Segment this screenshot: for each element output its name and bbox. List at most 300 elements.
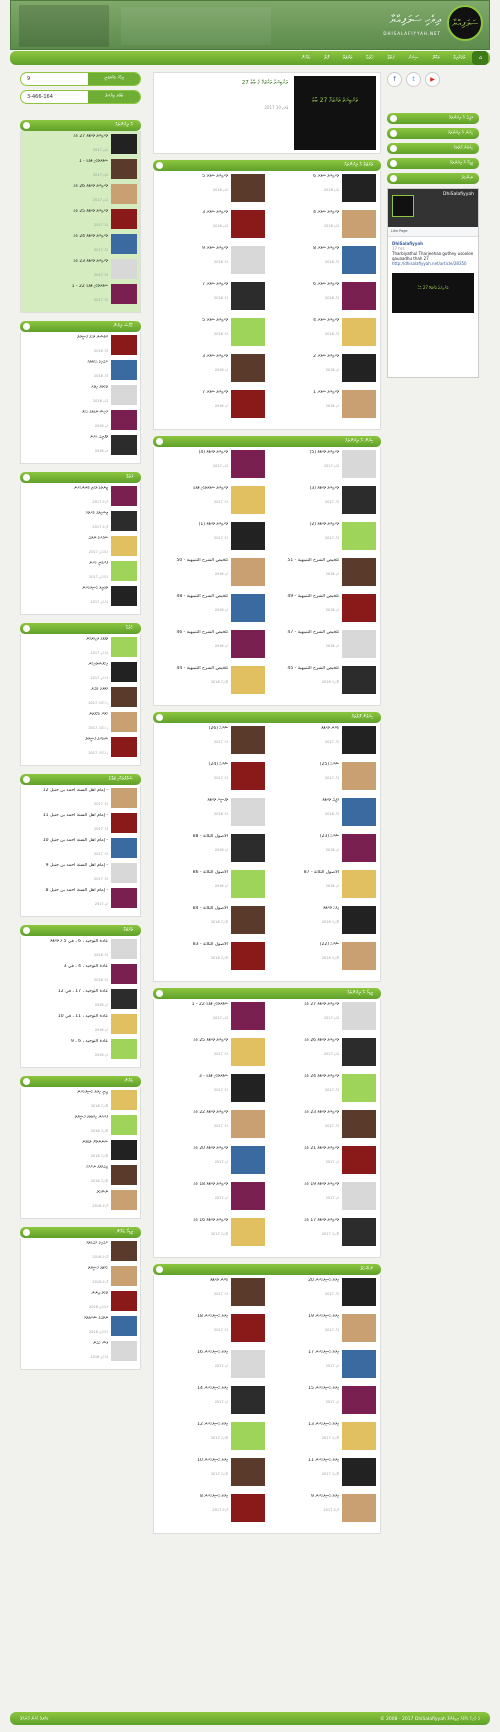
grid-item-title[interactable]: ޢިލްމު ޙާސިލުކުރުން 10 <box>197 1458 228 1463</box>
grid-item-title[interactable]: ޝަރަޙަ (22) <box>319 942 339 947</box>
thumbnail-image[interactable] <box>231 1146 265 1174</box>
thumbnail-image[interactable] <box>231 630 265 658</box>
featured-image[interactable]: ތަރުބިޔަތު ތަރުޖަމާ 27 ބާބު <box>294 76 376 150</box>
thumbnail-image[interactable] <box>231 450 265 478</box>
grid-item[interactable] <box>267 906 378 936</box>
list-item[interactable] <box>24 536 137 558</box>
grid-item-title[interactable]: ޢިލްމު ޙާސިލުކުރުން 19 <box>308 1314 339 1319</box>
grid-item[interactable] <box>267 558 378 588</box>
grid-item-title[interactable]: الأصول الثلاثة - 83 <box>192 942 228 947</box>
grid-item-title[interactable]: تلخيص الشرح التنبيهية - 49 <box>287 594 339 599</box>
thumbnail-image[interactable] <box>231 486 265 514</box>
thumbnail-image[interactable] <box>342 1218 376 1246</box>
grid-item-title[interactable]: ތަރުބިޔަތު ތަރުޖަމާ 27 ބާބު <box>304 1002 339 1007</box>
list-item[interactable] <box>24 964 137 986</box>
list-item-title[interactable]: އިޚްލާޞްތެރިކަން <box>88 662 108 667</box>
grid-item[interactable] <box>156 630 267 660</box>
grid-item-title[interactable]: ޢިލްމު ޙާސިލުކުރުން 18 <box>197 1314 228 1319</box>
widget-title[interactable] <box>20 1227 141 1238</box>
facebook-page-name[interactable]: DhiSalafiyyah <box>443 192 474 197</box>
thumbnail-image[interactable] <box>111 385 137 405</box>
list-item[interactable] <box>24 1165 137 1187</box>
nav-item-7[interactable]: ބަޔާން <box>301 55 311 61</box>
thumbnail-image[interactable] <box>111 989 137 1009</box>
thumbnail-image[interactable] <box>342 318 376 346</box>
thumbnail-image[interactable] <box>342 1278 376 1306</box>
grid-item[interactable] <box>156 1314 267 1344</box>
thumbnail-image[interactable] <box>342 870 376 898</box>
grid-item[interactable] <box>156 1350 267 1380</box>
grid-item-title[interactable]: ތަރުބިޔަތު ތަރުޖަމާ 26 ބާބު <box>304 1038 339 1043</box>
thumbnail-image[interactable] <box>111 939 137 959</box>
grid-item[interactable] <box>156 558 267 588</box>
grid-item-title[interactable]: تلخيص الشرح التنبيهية - 44 <box>176 666 228 671</box>
list-item[interactable] <box>24 134 137 156</box>
thumbnail-image[interactable] <box>231 1278 265 1306</box>
grid-item-title[interactable]: تلخيص الشرح التنبيهية - 51 <box>287 558 339 563</box>
grid-item-title[interactable]: ޢިލްމު ޙާސިލުކުރުން 8 <box>199 1494 228 1499</box>
grid-item-title[interactable]: ތަރުބިޔަތު ސުވާލުތަކާއި ޖަވާބު <box>193 486 228 491</box>
thumbnail-image[interactable] <box>111 687 137 707</box>
thumbnail-image[interactable] <box>342 762 376 790</box>
thumbnail-image[interactable] <box>342 906 376 934</box>
list-item[interactable] <box>24 1341 137 1363</box>
thumbnail-image[interactable] <box>111 1090 137 1110</box>
thumbnail-image[interactable] <box>111 435 137 455</box>
grid-item-title[interactable]: ތަރުބިޔަތު ތަރުޖަމާ 19 ބާބު <box>304 1182 339 1187</box>
grid-item-title[interactable]: الأصول الثلاثة - 88 <box>192 834 228 839</box>
section-title[interactable] <box>153 988 381 999</box>
thumbnail-image[interactable] <box>231 282 265 310</box>
grid-item[interactable] <box>156 1110 267 1140</box>
grid-item-title[interactable]: ޢިލްމު ޙާސިލުކުރުން 20 <box>308 1278 339 1283</box>
grid-item[interactable] <box>267 1218 378 1248</box>
list-item-title[interactable]: عادة التوحيد ، 17 ، في 12 <box>57 989 108 994</box>
grid-item-title[interactable]: ތަރުބިޔަތު ތަރުޖަމާ 23 ބާބު <box>304 1110 339 1115</box>
thumbnail-image[interactable] <box>111 284 137 304</box>
grid-item-title[interactable]: ތަރުބިޔަތު ސުވާލު 9 <box>202 246 228 251</box>
grid-item-title[interactable]: ބަޔާން ތަރުޖަމާ <box>210 1278 228 1283</box>
thumbnail-image[interactable] <box>342 666 376 694</box>
list-item-title[interactable]: عادة التوحيد ، 6 ، 9 <box>70 1039 108 1044</box>
thumbnail-image[interactable] <box>342 246 376 274</box>
grid-item[interactable] <box>267 1278 378 1308</box>
grid-item-title[interactable]: ޢިލްމު ޙާސިލުކުރުން 16 <box>197 1350 228 1355</box>
grid-item[interactable] <box>267 1182 378 1212</box>
grid-item-title[interactable]: ތަރުބިޔަތު ތަރުޖަމާ 25 ބާބު <box>193 1038 228 1043</box>
thumbnail-image[interactable] <box>342 594 376 622</box>
thumbnail-image[interactable] <box>342 210 376 238</box>
list-item-title[interactable]: ނަމާދުގެ ޝަރުޠުތައް <box>83 1316 108 1321</box>
list-item-title[interactable]: އަރިސޭ ނެގުމުގެ ޙުކުމް <box>82 410 108 415</box>
list-item[interactable] <box>24 1014 137 1036</box>
thumbnail-image[interactable] <box>231 726 265 754</box>
thumbnail-image[interactable] <box>231 1494 265 1522</box>
grid-item[interactable] <box>156 1278 267 1308</box>
grid-item-title[interactable]: ތަރުބިޔަތު ސުވާލު 2 <box>313 354 339 359</box>
thumbnail-image[interactable] <box>342 1146 376 1174</box>
widget-title[interactable] <box>20 774 141 785</box>
grid-item[interactable] <box>156 390 267 420</box>
thumbnail-image[interactable] <box>111 259 137 279</box>
thumbnail-image[interactable] <box>342 1182 376 1210</box>
list-item[interactable] <box>24 385 137 407</box>
list-item-title[interactable]: ޤުރުއާން ކިޔެވުމުގެ ފަޟީލަތް <box>74 1115 108 1120</box>
list-item[interactable] <box>24 284 137 306</box>
list-item[interactable] <box>24 863 137 885</box>
grid-item[interactable] <box>267 1110 378 1140</box>
right-button-1[interactable] <box>387 128 479 139</box>
thumbnail-image[interactable] <box>111 511 137 531</box>
list-item-title[interactable]: ސުންނަތަށް ތަބާވުން <box>81 1140 108 1145</box>
widget-title[interactable] <box>20 321 141 332</box>
grid-item-title[interactable]: ޢިލްމު ޙާސިލުކުރުން 14 <box>197 1386 228 1391</box>
grid-item[interactable] <box>156 1074 267 1104</box>
thumbnail-image[interactable] <box>231 522 265 550</box>
grid-item-title[interactable]: ޝަރަޙަ (26) <box>208 726 228 731</box>
nav-item-2[interactable]: ސިޔަރު <box>408 55 419 61</box>
list-item[interactable] <box>24 184 137 206</box>
grid-item[interactable] <box>156 246 267 276</box>
section-title[interactable] <box>153 1264 381 1275</box>
list-item-title[interactable]: ކަމާޔާ ބެހޭގޮތުން <box>88 712 108 717</box>
thumbnail-image[interactable] <box>342 282 376 310</box>
grid-item[interactable] <box>156 1458 267 1488</box>
grid-item-title[interactable]: الأصول الثلاثة - 86 <box>192 870 228 875</box>
thumbnail-image[interactable] <box>342 390 376 418</box>
nav-item-1[interactable]: މަކާލާ <box>432 55 440 61</box>
grid-item[interactable] <box>267 486 378 516</box>
thumbnail-image[interactable] <box>231 318 265 346</box>
grid-item[interactable] <box>156 942 267 972</box>
list-item-title[interactable]: ސަފަރުގެ ނަމާދު <box>88 536 108 541</box>
thumbnail-image[interactable] <box>111 410 137 430</box>
list-item-title[interactable]: ތަރުބިޔަތު ތަރުޖަމާ 26 ބާބު <box>73 184 108 189</box>
grid-item[interactable] <box>267 666 378 696</box>
grid-item-title[interactable]: ތަރުބިޔަތު ތަރުޖަމާ 16 ބާބު <box>193 1218 228 1223</box>
thumbnail-image[interactable] <box>342 630 376 658</box>
grid-item[interactable] <box>156 1386 267 1416</box>
thumbnail-image[interactable] <box>342 834 376 862</box>
nav-home-button[interactable]: ⌂ <box>472 51 488 65</box>
grid-item-title[interactable]: الأصول الثلاثة - 84 <box>192 906 228 911</box>
thumbnail-image[interactable] <box>111 1190 137 1210</box>
list-item-title[interactable]: ޞަބުރުގެ ފަޟީލަތް <box>85 737 108 742</box>
grid-item-title[interactable]: ތަރުބިޔަތު ތަރުޖަމާ (4) <box>198 450 228 455</box>
grid-item[interactable] <box>267 798 378 828</box>
featured-title[interactable]: ތަރުބިޔަތު ތަރުޖަމާ ގެ ބާބު 27 <box>241 80 288 86</box>
widget-title[interactable] <box>20 120 141 131</box>
grid-item[interactable] <box>156 354 267 384</box>
list-item[interactable] <box>24 888 137 910</box>
grid-item-title[interactable]: ޢިލްމު ޙާސިލުކުރުން 9 <box>310 1494 339 1499</box>
grid-item-title[interactable]: ތަރުބިޔަތު ސުވާލު 6 <box>313 282 339 287</box>
grid-item-title[interactable]: تلخيص الشرح التنبيهية - 47 <box>287 630 339 635</box>
list-item[interactable] <box>24 586 137 608</box>
list-item[interactable] <box>24 1291 137 1313</box>
grid-item[interactable] <box>267 210 378 240</box>
grid-item-title[interactable]: ޝަރަޙަ (25) <box>319 762 339 767</box>
list-item-title[interactable]: ރޯދައިގެ ޙުކުމްތައް <box>87 360 108 365</box>
list-item-title[interactable]: ތަރުބިޔަތު ތަރުޖަމާ 24 ބާބު <box>73 234 108 239</box>
thumbnail-image[interactable] <box>111 1241 137 1261</box>
footer-links[interactable]: ބައްލަވާ ކުރުން ފޮނުއްވާ <box>20 1716 49 1722</box>
grid-item[interactable] <box>156 210 267 240</box>
grid-item-title[interactable]: ޢިލްމު ޙާސިލުކުރުން 12 <box>197 1422 228 1427</box>
list-item[interactable] <box>24 511 137 533</box>
thumbnail-image[interactable] <box>342 1038 376 1066</box>
list-item-title[interactable]: عادة التوحيد ، 6 ، في 5 ގެ ތަރުޖަމާ <box>50 939 108 944</box>
thumbnail-image[interactable] <box>231 1422 265 1450</box>
grid-item[interactable] <box>156 726 267 756</box>
thumbnail-image[interactable] <box>342 1422 376 1450</box>
grid-item[interactable] <box>267 834 378 864</box>
grid-item[interactable] <box>156 798 267 828</box>
list-item[interactable] <box>24 561 137 583</box>
thumbnail-image[interactable] <box>231 1386 265 1414</box>
list-item-title[interactable]: إمام أهل السنة أحمد بن حنبل 9 - <box>45 863 108 868</box>
grid-item[interactable] <box>156 522 267 552</box>
list-item[interactable] <box>24 788 137 810</box>
widget-title[interactable] <box>20 1076 141 1087</box>
grid-item[interactable] <box>156 282 267 312</box>
thumbnail-image[interactable] <box>342 1074 376 1102</box>
grid-item-title[interactable]: ޢިލްމު ޙާސިލުކުރުން 11 <box>308 1458 339 1463</box>
list-item[interactable] <box>24 410 137 432</box>
thumbnail-image[interactable] <box>111 1341 137 1361</box>
grid-item[interactable] <box>267 282 378 312</box>
thumbnail-image[interactable] <box>342 522 376 550</box>
grid-item-title[interactable]: ސުވާލުތަކާއި ޖަވާބު 22 - 1 <box>191 1002 228 1007</box>
nav-item-5[interactable]: ތަރުޖަމާ <box>342 55 353 61</box>
thumbnail-image[interactable] <box>111 1039 137 1059</box>
list-item-title[interactable]: ރޯދައިގެ އަދަބުތައް <box>86 1241 108 1246</box>
thumbnail-image[interactable] <box>231 1074 265 1102</box>
list-item-title[interactable]: ޤުރްބާނީ ކުރުން <box>89 561 108 566</box>
list-item-title[interactable]: ތަރުބިޔަތު ތަރުޖަމާ 25 ބާބު <box>73 209 108 214</box>
grid-item-title[interactable]: ތަރުބިޔަތު ތަރުޖަމާ (2) <box>309 522 339 527</box>
grid-item[interactable] <box>156 666 267 696</box>
section-title[interactable] <box>153 160 381 171</box>
grid-item-title[interactable]: ތަރުބިޔަތު ސުވާލު 8 <box>313 246 339 251</box>
thumbnail-image[interactable] <box>231 906 265 934</box>
grid-item[interactable] <box>267 246 378 276</box>
thumbnail-image[interactable] <box>111 888 137 908</box>
thumbnail-image[interactable] <box>231 1314 265 1342</box>
grid-item-title[interactable]: ތަރުބިޔަތު ތަރުޖަމާ 18 ބާބު <box>193 1182 228 1187</box>
facebook-like-button[interactable]: Like Page <box>388 227 478 237</box>
grid-item[interactable] <box>156 486 267 516</box>
grid-item[interactable] <box>156 1038 267 1068</box>
list-item[interactable] <box>24 1190 137 1212</box>
grid-item-title[interactable]: ތަރުބިޔަތު ސުވާލު 4 <box>313 318 339 323</box>
list-item-title[interactable]: عادة التوحيد ، 4 ، في 3 <box>63 964 108 969</box>
list-item[interactable] <box>24 637 137 659</box>
thumbnail-image[interactable] <box>111 134 137 154</box>
list-item-title[interactable]: ބިދުޢަތުގެ ނުރައްކާ <box>86 1165 108 1170</box>
grid-item-title[interactable]: ތަރުބިޔަތު ސުވާލު 7 <box>202 282 228 287</box>
grid-item[interactable] <box>267 1074 378 1104</box>
thumbnail-image[interactable] <box>111 536 137 556</box>
list-item[interactable] <box>24 712 137 734</box>
list-item[interactable] <box>24 1115 137 1137</box>
list-item-title[interactable]: عادة التوحيد ، 11 ، في 10 <box>57 1014 108 1019</box>
thumbnail-image[interactable] <box>342 798 376 826</box>
thumbnail-image[interactable] <box>342 942 376 970</box>
grid-item[interactable] <box>267 630 378 660</box>
grid-item[interactable] <box>267 522 378 552</box>
thumbnail-image[interactable] <box>231 798 265 826</box>
grid-item[interactable] <box>156 762 267 792</box>
nav-item-0[interactable]: މުޤައްދިމާ <box>453 55 465 61</box>
grid-item-title[interactable]: ތަފްސީރު ތަރުޖަމާ <box>207 798 228 803</box>
grid-item[interactable] <box>267 1422 378 1452</box>
grid-item-title[interactable]: ތަރުބިޔަތު ސުވާލު 3 <box>202 354 228 359</box>
thumbnail-image[interactable] <box>231 870 265 898</box>
grid-item[interactable] <box>156 174 267 204</box>
thumbnail-image[interactable] <box>231 666 265 694</box>
list-item[interactable] <box>24 435 137 457</box>
list-item[interactable] <box>24 1316 137 1338</box>
grid-item-title[interactable]: تلخيص الشرح التنبيهية - 46 <box>176 630 228 635</box>
thumbnail-image[interactable] <box>111 1014 137 1034</box>
list-item-title[interactable]: ސުވާލުތަކާއި ޖަވާބު 22 - 1 <box>71 284 108 289</box>
grid-item-title[interactable]: ތަރުބިޔަތު ތަރުޖަމާ 17 ބާބު <box>304 1218 339 1223</box>
thumbnail-image[interactable] <box>342 486 376 514</box>
grid-item[interactable] <box>267 762 378 792</box>
grid-item-title[interactable]: ޝަރަޙަ (23) <box>319 834 339 839</box>
thumbnail-image[interactable] <box>111 813 137 833</box>
grid-item-title[interactable]: ތަރުބިޔަތު ސުވާލު 1 <box>313 390 339 395</box>
grid-item[interactable] <box>267 318 378 348</box>
grid-item[interactable] <box>267 354 378 384</box>
list-item[interactable] <box>24 737 137 759</box>
list-item[interactable] <box>24 360 137 382</box>
thumbnail-image[interactable] <box>342 354 376 382</box>
twitter-icon[interactable]: t <box>406 72 421 87</box>
list-item[interactable] <box>24 687 137 709</box>
grid-item[interactable] <box>267 870 378 900</box>
thumbnail-image[interactable] <box>342 1350 376 1378</box>
list-item-title[interactable]: إمام أهل السنة أحمد بن حنبل 10 - <box>42 838 108 843</box>
grid-item-title[interactable]: ތަރުބިޔަތު ސުވާލު 4 <box>313 210 339 215</box>
thumbnail-image[interactable] <box>111 184 137 204</box>
grid-item-title[interactable]: ޢަޤީދާ ތަރުޖަމާ <box>322 798 339 803</box>
widget-title[interactable] <box>20 925 141 936</box>
grid-item-title[interactable]: ތަރުބިޔަތު ސުވާލު 3 <box>202 210 228 215</box>
grid-item[interactable] <box>156 1002 267 1032</box>
grid-item-title[interactable]: ފިޤުހު ތަރުޖަމާ <box>323 906 339 911</box>
grid-item[interactable] <box>156 594 267 624</box>
list-item-title[interactable]: إمام أهل السنة أحمد بن حنبل 11 - <box>42 813 108 818</box>
list-item[interactable] <box>24 234 137 256</box>
thumbnail-image[interactable] <box>231 246 265 274</box>
facebook-post-link[interactable]: http://dhisalafiyyah.net/article/28350 <box>392 261 467 266</box>
grid-item-title[interactable]: تلخيص الشرح التنبيهية - 48 <box>176 594 228 599</box>
grid-item[interactable] <box>267 1002 378 1032</box>
grid-item[interactable] <box>267 594 378 624</box>
thumbnail-image[interactable] <box>111 234 137 254</box>
section-title[interactable] <box>153 436 381 447</box>
list-item[interactable] <box>24 1090 137 1112</box>
list-item-title[interactable]: ޒަކާތުލް ފިޠްރު <box>90 385 108 390</box>
list-item-title[interactable]: ތަޤުވާގެ މުހިއްމުކަން <box>86 637 108 642</box>
site-logo[interactable]: ސަލަފިއްޔާ <box>447 5 483 41</box>
right-button-0[interactable] <box>387 113 479 124</box>
grid-item[interactable] <box>156 1494 267 1524</box>
grid-item-title[interactable]: ތަރުބިޔަތު ތަރުޖަމާ 20 ބާބު <box>193 1146 228 1151</box>
thumbnail-image[interactable] <box>231 942 265 970</box>
list-item[interactable] <box>24 335 137 357</box>
list-item[interactable] <box>24 662 137 684</box>
grid-item[interactable] <box>156 906 267 936</box>
grid-item[interactable] <box>156 834 267 864</box>
grid-item[interactable] <box>267 1146 378 1176</box>
thumbnail-image[interactable] <box>111 1291 137 1311</box>
facebook-cover[interactable] <box>388 189 478 227</box>
thumbnail-image[interactable] <box>342 1314 376 1342</box>
list-item[interactable] <box>24 209 137 231</box>
grid-item[interactable] <box>156 318 267 348</box>
grid-item-title[interactable]: ތަރުބިޔަތު ސުވާލު 5 <box>202 174 228 179</box>
grid-item-title[interactable]: ތަރުބިޔަތު ތަރުޖަމާ 24 ބާބު <box>304 1074 339 1079</box>
list-item-title[interactable]: ތަރުބިޔަތު ތަރުޖަމާ 23 ބާބު <box>73 259 108 264</box>
grid-item[interactable] <box>267 174 378 204</box>
grid-item[interactable] <box>267 1494 378 1524</box>
list-item[interactable] <box>24 989 137 1011</box>
list-item[interactable] <box>24 259 137 281</box>
list-item-title[interactable]: ނަޞޭޙަތް <box>96 1190 108 1195</box>
list-item-title[interactable]: ޒީނަތުގެ ތަކެތި ބޭނުންކުރުން <box>73 486 108 491</box>
list-item-title[interactable]: ސުވާލުތަކާއި ޖަވާބު - 1 <box>78 159 108 164</box>
thumbnail-image[interactable] <box>111 838 137 858</box>
thumbnail-image[interactable] <box>111 1165 137 1185</box>
grid-item-title[interactable]: تلخيص الشرح التنبيهية - 50 <box>176 558 228 563</box>
grid-item[interactable] <box>267 726 378 756</box>
facebook-post-author[interactable]: DhiSalafiyyah <box>392 241 423 246</box>
grid-item[interactable] <box>267 1314 378 1344</box>
right-button-3[interactable] <box>387 158 479 169</box>
list-item-title[interactable]: ދީނީ ޢިލްމު ޙާސިލްކުރުން <box>77 1090 108 1095</box>
thumbnail-image[interactable] <box>111 486 137 506</box>
facebook-avatar[interactable] <box>392 195 414 217</box>
grid-item[interactable] <box>156 1146 267 1176</box>
thumbnail-image[interactable] <box>111 637 137 657</box>
grid-item-title[interactable]: ތަރުބިޔަތު ތަރުޖަމާ (3) <box>309 486 339 491</box>
thumbnail-image[interactable] <box>111 335 137 355</box>
thumbnail-image[interactable] <box>342 1458 376 1486</box>
list-item[interactable] <box>24 838 137 860</box>
thumbnail-image[interactable] <box>111 360 137 380</box>
list-item-title[interactable]: ޢަމަލުގެ ބަދަލު <box>91 687 108 692</box>
thumbnail-image[interactable] <box>111 712 137 732</box>
thumbnail-image[interactable] <box>111 788 137 808</box>
thumbnail-image[interactable] <box>342 1002 376 1030</box>
grid-item[interactable] <box>156 1182 267 1212</box>
thumbnail-image[interactable] <box>231 210 265 238</box>
thumbnail-image[interactable] <box>111 586 137 606</box>
thumbnail-image[interactable] <box>231 558 265 586</box>
grid-item-title[interactable]: ޝަރަޙަ (24) <box>208 762 228 767</box>
list-item-title[interactable]: ވުޟޫ ހެދުން <box>92 1341 108 1346</box>
thumbnail-image[interactable] <box>231 1218 265 1246</box>
nav-item-3[interactable]: ފަތުވާ <box>387 55 395 61</box>
list-item[interactable] <box>24 1241 137 1263</box>
thumbnail-image[interactable] <box>111 1266 137 1286</box>
grid-item[interactable] <box>267 1350 378 1380</box>
grid-item[interactable] <box>156 1422 267 1452</box>
list-item[interactable] <box>24 1039 137 1061</box>
